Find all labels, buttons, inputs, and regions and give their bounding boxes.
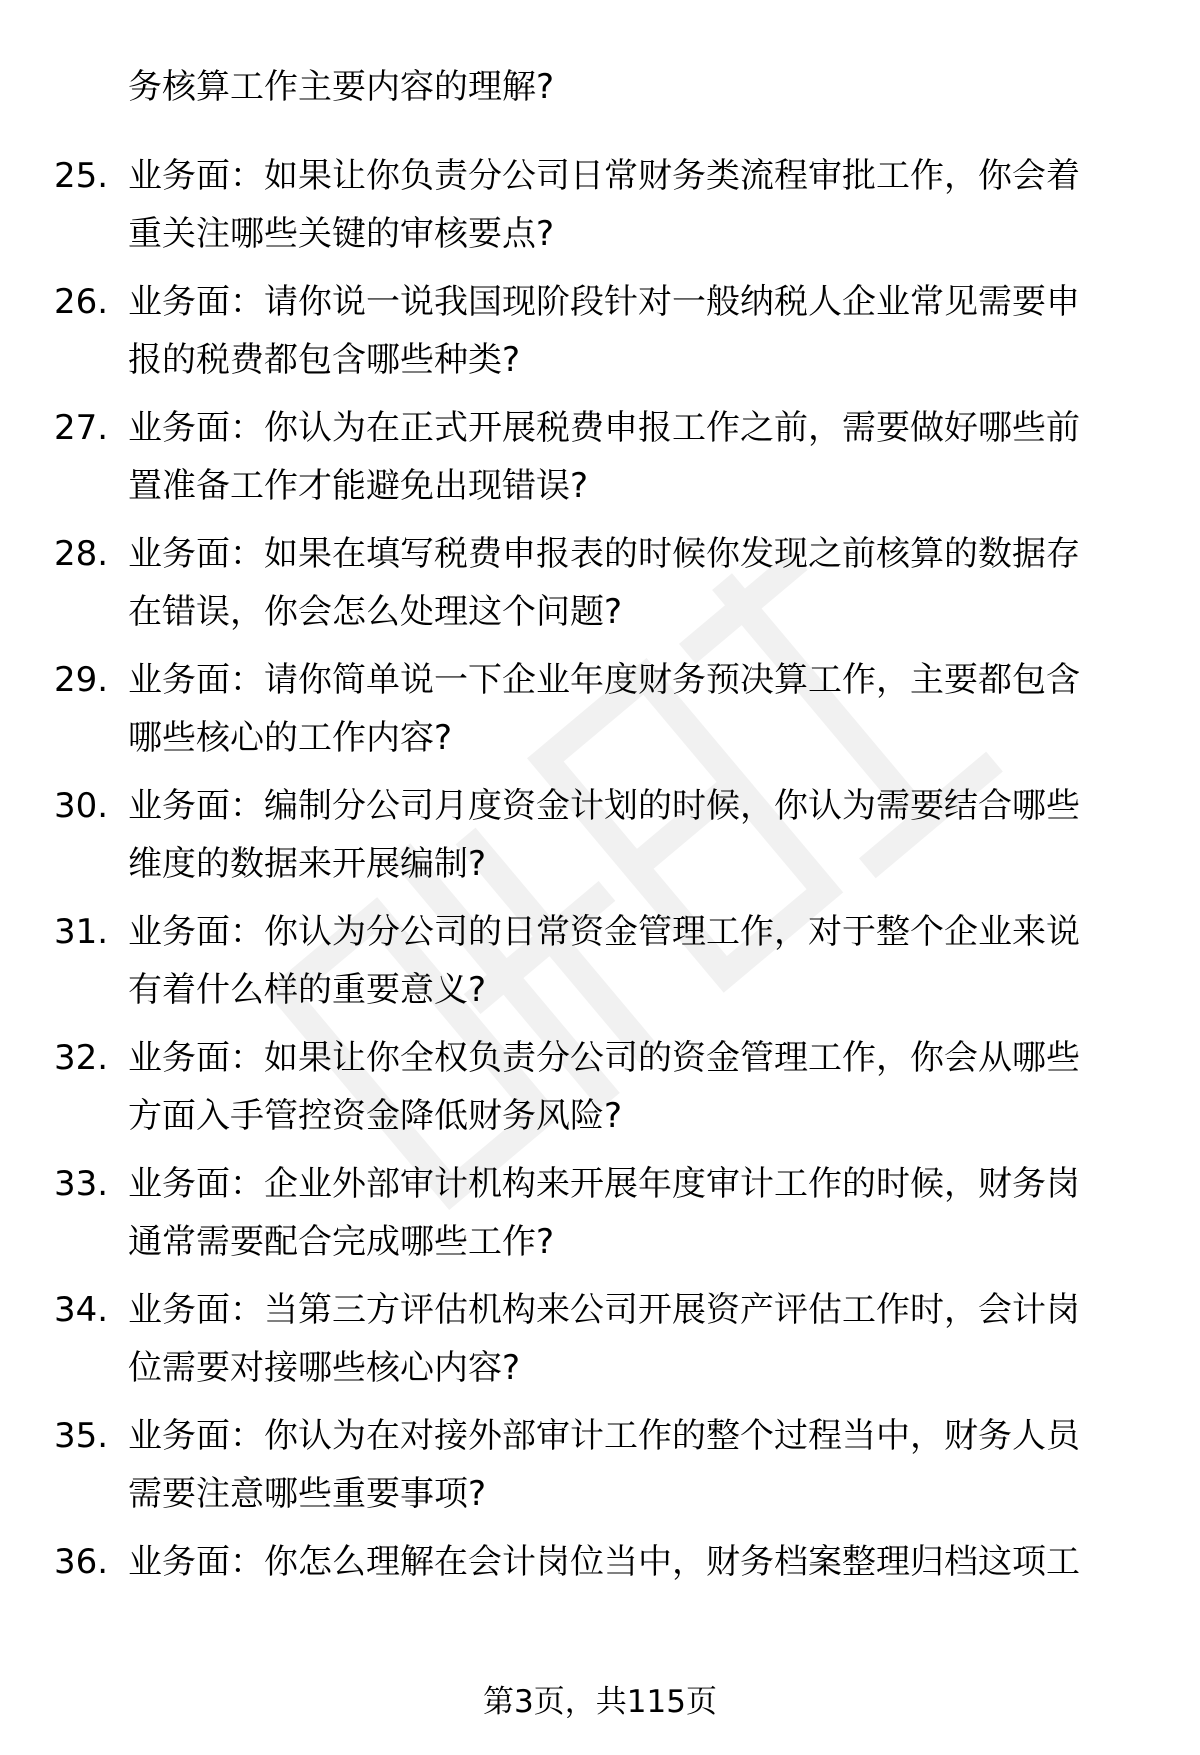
question-text-line: 业务面：你认为分公司的日常资金管理工作，对于整个企业来说 bbox=[128, 912, 1080, 952]
question-item bbox=[0, 1029, 1200, 1155]
question-item bbox=[0, 1281, 1200, 1407]
question-text-line: 需要注意哪些重要事项? bbox=[128, 1474, 487, 1514]
question-text bbox=[128, 525, 1138, 641]
question-text bbox=[128, 273, 1138, 389]
question-text bbox=[128, 1533, 1138, 1591]
question-text-line: 业务面：如果让你负责分公司日常财务类流程审批工作，你会着 bbox=[128, 156, 1080, 196]
question-item bbox=[0, 1533, 1200, 1659]
question-item bbox=[0, 525, 1200, 651]
question-number: 27. bbox=[54, 408, 109, 448]
page-number-footer: 第3页，共115页 bbox=[483, 1684, 717, 1720]
question-text-line: 业务面：你怎么理解在会计岗位当中，财务档案整理归档这项工 bbox=[128, 1542, 1080, 1582]
question-number: 33. bbox=[54, 1164, 109, 1204]
question-text bbox=[128, 1281, 1138, 1397]
question-item bbox=[0, 147, 1200, 273]
question-item bbox=[0, 777, 1200, 903]
question-text-line: 业务面：你认为在正式开展税费申报工作之前，需要做好哪些前 bbox=[128, 408, 1080, 448]
question-text-line: 业务面：请你简单说一下企业年度财务预决算工作，主要都包含 bbox=[128, 660, 1080, 700]
question-number: 36. bbox=[54, 1542, 109, 1582]
question-number: 28. bbox=[54, 534, 109, 574]
question-number: 34. bbox=[54, 1290, 109, 1330]
question-text bbox=[128, 651, 1138, 767]
question-list bbox=[0, 147, 1200, 1659]
question-text-line: 维度的数据来开展编制? bbox=[128, 844, 487, 884]
question-text bbox=[128, 1029, 1138, 1145]
question-text-line: 重关注哪些关键的审核要点? bbox=[128, 214, 555, 254]
question-text-line: 位需要对接哪些核心内容? bbox=[128, 1348, 521, 1388]
question-number: 29. bbox=[54, 660, 109, 700]
question-text bbox=[128, 147, 1138, 263]
question-item bbox=[0, 1407, 1200, 1533]
question-item bbox=[0, 651, 1200, 777]
question-text-line: 在错误，你会怎么处理这个问题? bbox=[128, 592, 623, 632]
question-text-line: 业务面：你认为在对接外部审计工作的整个过程当中，财务人员 bbox=[128, 1416, 1080, 1456]
question-number: 35. bbox=[54, 1416, 109, 1456]
question-text-line: 通常需要配合完成哪些工作? bbox=[128, 1222, 555, 1262]
question-text-line: 置准备工作才能避免出现错误? bbox=[128, 466, 589, 506]
question-number: 31. bbox=[54, 912, 109, 952]
question-text-line: 业务面：编制分公司月度资金计划的时候，你认为需要结合哪些 bbox=[128, 786, 1080, 826]
question-text-line: 业务面：企业外部审计机构来开展年度审计工作的时候，财务岗 bbox=[128, 1164, 1080, 1204]
question-text bbox=[128, 777, 1138, 893]
question-number: 30. bbox=[54, 786, 109, 826]
question-item bbox=[0, 273, 1200, 399]
question-number: 32. bbox=[54, 1038, 109, 1078]
question-text-line: 业务面：如果在填写税费申报表的时候你发现之前核算的数据存 bbox=[128, 534, 1080, 574]
question-text-line: 业务面：请你说一说我国现阶段针对一般纳税人企业常见需要申 bbox=[128, 282, 1080, 322]
question-text-line: 业务面：如果让你全权负责分公司的资金管理工作，你会从哪些 bbox=[128, 1038, 1080, 1078]
question-text-line: 业务面：当第三方评估机构来公司开展资产评估工作时，会计岗 bbox=[128, 1290, 1080, 1330]
question-item bbox=[0, 1155, 1200, 1281]
question-text-line: 报的税费都包含哪些种类? bbox=[128, 340, 521, 380]
question-text-line: 有着什么样的重要意义? bbox=[128, 970, 487, 1010]
question-text bbox=[128, 1407, 1138, 1523]
question-text-line: 哪些核心的工作内容? bbox=[128, 718, 453, 758]
question-item bbox=[0, 903, 1200, 1029]
question-number: 26. bbox=[54, 282, 109, 322]
question-item bbox=[0, 399, 1200, 525]
question-text-line: 方面入手管控资金降低财务风险? bbox=[128, 1096, 623, 1136]
question-text bbox=[128, 1155, 1138, 1271]
continued-question-text: 务核算工作主要内容的理解? bbox=[128, 67, 555, 107]
question-text bbox=[128, 903, 1138, 1019]
question-text bbox=[128, 399, 1138, 515]
question-number: 25. bbox=[54, 156, 109, 196]
